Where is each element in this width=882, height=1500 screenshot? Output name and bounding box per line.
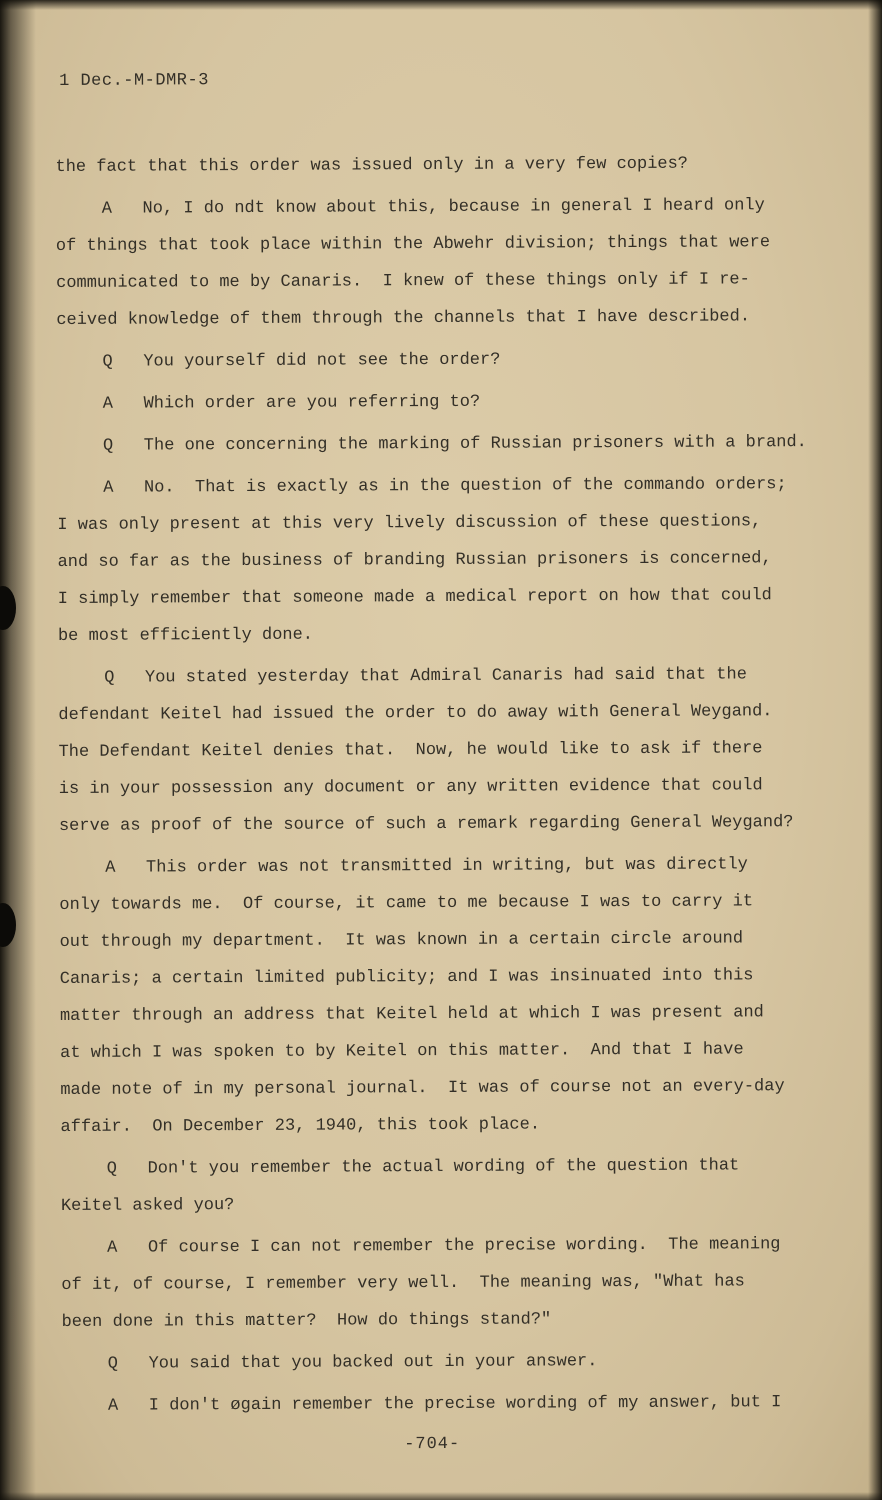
transcript-paragraph: A Which order are you referring to? [102, 392, 481, 414]
transcript-paragraph: Q You stated yesterday that Admiral Canaris had said that the defendant Keitel had issued the order to do away with General Weygand. The Defendant Keitel denies that. Now, he would like to ask if there is in your possession any document or any written evidence that could serve as proof of the source of such a remark regarding General Weygand? [58, 665, 794, 836]
transcript-paragraph: A I don't øgain remember the precise wording of my answer, but I [107, 1393, 782, 1416]
document-header-code: 1 Dec.-M-DMR-3 [58, 71, 209, 91]
page-number: -704- [404, 1434, 461, 1455]
transcript-paragraph: the fact that this order was issued only in a very few copies? [55, 154, 689, 177]
scan-edge-top [0, 0, 882, 10]
page-content [55, 68, 822, 1456]
scan-edge-right [868, 0, 882, 1500]
transcript-body [55, 145, 822, 1425]
transcript-paragraph: A Of course I can not remember the precise wording. The meaning of it, of course, I remember very well. The meaning was, "What has been done in this matter? How do things stand?" [61, 1235, 781, 1332]
transcript-paragraph: Q Don't you remember the actual wording of the question that Keitel asked you? [60, 1156, 740, 1216]
transcript-paragraph: Q You yourself did not see the order? [102, 350, 501, 372]
transcript-paragraph: Q You said that you backed out in your answer. [107, 1352, 598, 1374]
scan-edge-left [0, 0, 36, 1500]
transcript-paragraph: A No. That is exactly as in the question of the commando orders; I was only present at this very lively discussion of these questions, and so far as the business of branding Russian prisoners is concerned, I simply remember that someone made a medical report on how that could be most efficiently done. [57, 475, 787, 646]
transcript-paragraph: Q The one concerning the marking of Russian prisoners with a brand. [102, 433, 807, 456]
transcript-paragraph: A No, I do ndt know about this, because in general I heard only of things that took place within the Abwehr division; things that were communicated to me by Canaris. I knew of these things only if I re- ceived knowledge of them through the channels that I have described. [55, 196, 771, 330]
scan-edge-bottom [0, 1492, 882, 1500]
transcript-paragraph: A This order was not transmitted in writing, but was directly only towards me. Of course, it came to me because I was to carry it out through my department. It was known in a certain circle around Canaris; a certain limited publicity; and I was insinuated into this matter through an address that Keitel held at which I was present and at which I was spoken to by Keitel on this matter. And that I have made note of in my personal journal. It was of course not an every-day affair. On December 23, 1940, this took place. [59, 855, 785, 1137]
